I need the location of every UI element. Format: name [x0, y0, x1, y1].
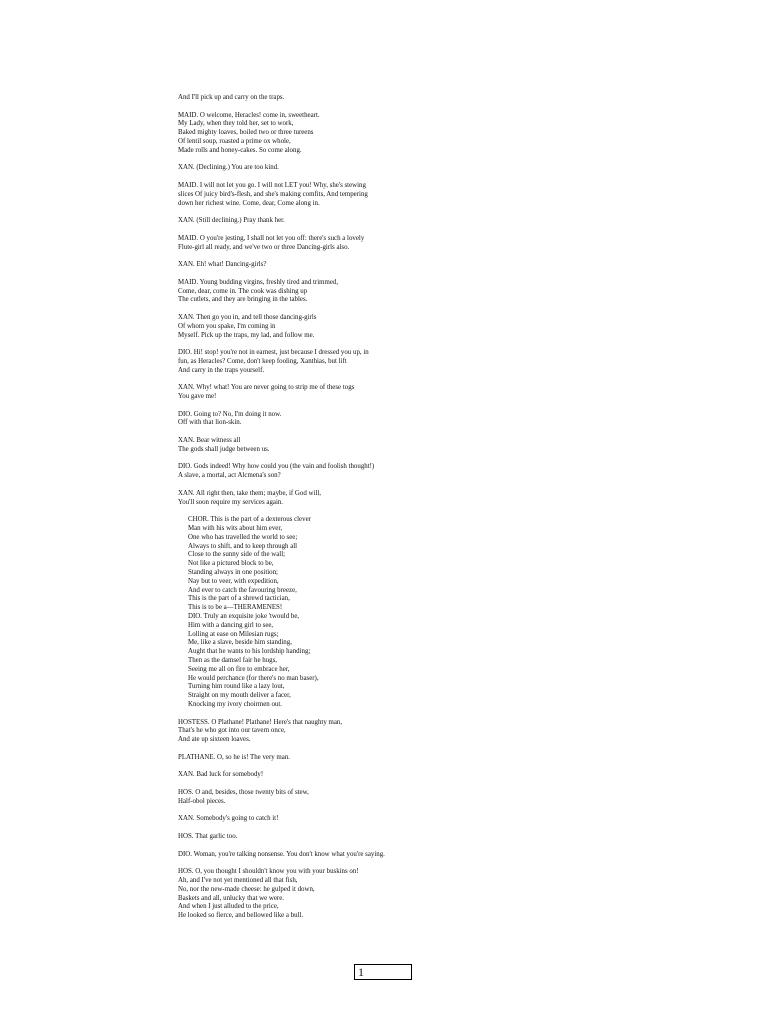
text-line: Not like a pictured block to be,: [188, 560, 274, 568]
text-line: You gave me!: [178, 393, 217, 401]
page-number-box: [354, 964, 412, 980]
text-line: Me, like a slave, beside him standing,: [188, 639, 292, 647]
text-line: Half-obol pieces.: [178, 797, 226, 805]
text-line: And ever to catch the favouring breeze,: [188, 586, 297, 594]
dialogue-paragraph: [178, 261, 418, 270]
dialogue-paragraph: [178, 771, 418, 780]
text-line: Come, dear, come in. The cook was dishing up: [178, 287, 308, 295]
text-line: Turning him round like a lazy lout,: [188, 683, 285, 691]
text-line: Made rolls and honey-cakes. So come along.: [178, 146, 302, 154]
text-line: HOS. O, you thought I shouldn't know you with your buskins on!: [178, 868, 359, 876]
text-line: Aught that he wants to his lordship handing;: [188, 648, 311, 656]
text-line: He would perchance (for there's no man baser),: [188, 674, 319, 682]
text-line: No, nor the new-made cheese: he gulped it down,: [178, 885, 315, 893]
text-line: Baked mighty loaves, boiled two or three tureens: [178, 129, 314, 137]
dialogue-paragraph: [178, 833, 418, 842]
text-line: Myself. Pick up the traps, my lad, and follow me.: [178, 331, 315, 339]
text-line: DIO. Truly an exquisite joke 'twould be,: [188, 613, 300, 621]
text-line: He looked so fierce, and bellowed like a bull.: [178, 912, 304, 920]
dialogue-paragraph: [178, 868, 418, 921]
text-line: Straight on my mouth deliver a facer,: [188, 692, 291, 700]
dialogue-paragraph: [178, 235, 418, 253]
text-line: Lolling at ease on Milesian rugs;: [188, 630, 279, 638]
chorus-passage: [178, 516, 418, 710]
dialogue-paragraph: [178, 437, 418, 455]
dialogue-paragraph: [178, 815, 418, 824]
text-line: The gods shall judge between us.: [178, 445, 270, 453]
text-line: PLATHANE. O, so he is! The very man.: [178, 753, 291, 761]
dialogue-paragraph: [178, 279, 418, 305]
text-line: Ah, and I've not yet mentioned all that fish,: [178, 876, 298, 884]
text-line: Flute-girl all ready, and we've two or three Dancing-girls also.: [178, 243, 350, 251]
text-line: Him with a dancing girl to see,: [188, 621, 274, 629]
dialogue-paragraph: [178, 349, 418, 375]
text-line: Close to the sunny side of the wall;: [188, 551, 286, 559]
text-line: XAN. Bear witness all: [178, 437, 241, 445]
dialogue-paragraph: [178, 112, 418, 156]
dialogue-paragraph: [178, 754, 418, 763]
text-line: CHOR. This is the part of a dexterous clever: [188, 516, 311, 524]
text-line: This is to be a—THERAMENES!: [188, 604, 283, 612]
text-line: Knocking my ivory choirmen out.: [188, 700, 282, 708]
dialogue-paragraph: [178, 384, 418, 402]
text-line: MAID. O you're jesting, I shall not let you off: there's such a lovely: [178, 234, 365, 242]
text-line: Baskets and all, unlucky that we were.: [178, 894, 285, 902]
dialogue-paragraph: [178, 182, 418, 208]
text-line: HOS. That garlic too.: [178, 832, 238, 840]
text-line: XAN. Eh! what! Dancing-girls?: [178, 261, 267, 269]
text-line: XAN. All right then, take them; maybe, if God will,: [178, 489, 321, 497]
text-line: XAN. Bad luck for somebody!: [178, 771, 264, 779]
text-line: slices Of juicy bird's-flesh, and she's making comfits, And tempering: [178, 190, 368, 198]
text-line: Of whom you spake, I'm coming in: [178, 322, 276, 330]
text-line: That's he who got into our tavern once,: [178, 727, 286, 735]
text-line: This is the part of a shrewd tactician,: [188, 595, 290, 603]
text-line: DIO. Gods indeed! Why how could you (the vain and foolish thought!): [178, 463, 375, 471]
text-line: MAID. O welcome, Heracles! come in, sweetheart.: [178, 111, 320, 119]
text-line: You'll soon require my services again.: [178, 498, 284, 506]
text-line: The cutlets, and they are bringing in the tables.: [178, 296, 308, 304]
text-line: DIO. Woman, you're talking nonsense. You don't know what you're saying.: [178, 850, 385, 858]
dialogue-paragraph: [178, 164, 418, 173]
dialogue-paragraph: [178, 789, 418, 807]
text-line: Man with his wits about him ever,: [188, 525, 283, 533]
text-line: Off with that lion-skin.: [178, 419, 242, 427]
text-line: XAN. Then go you in, and tell those dancing-girls: [178, 313, 317, 321]
dialogue-paragraph: [178, 94, 418, 103]
text-line: One who has travelled the world to see;: [188, 533, 298, 541]
text-line: Always to shift, and to keep through all: [188, 542, 298, 550]
text-line: MAID. I will not let you go. I will not LET you! Why, she's stewing: [178, 181, 366, 189]
dialogue-paragraph: [178, 490, 418, 508]
text-line: MAID. Young budding virgins, freshly tired and trimmed,: [178, 278, 339, 286]
text-line: And when I just alluded to the price,: [178, 903, 279, 911]
dialogue-paragraph: [178, 217, 418, 226]
dialogue-paragraph: [178, 314, 418, 340]
text-line: Standing always in one position;: [188, 569, 278, 577]
text-line: fun, as Heracles? Come, don't keep fooling, Xanthias, but lift: [178, 357, 347, 365]
dialogue-paragraph: [178, 851, 418, 860]
text-line: Seeing me all on fire to embrace her,: [188, 665, 290, 673]
text-line: And I'll pick up and carry on the traps.: [178, 94, 285, 101]
text-line: XAN. (Still declining.) Pray thank her.: [178, 217, 285, 225]
dialogue-paragraph: [178, 463, 418, 481]
text-line: HOSTESS. O Plathane! Plathane! Here's that naughty man,: [178, 718, 343, 726]
text-line: A slave, a mortal, act Alcmena's son?: [178, 472, 281, 480]
page-number: 1: [358, 965, 364, 979]
text-line: DIO. Hi! stop! you're not in earnest, just because I dressed you up, in: [178, 349, 369, 357]
document-body: [178, 94, 418, 921]
text-line: down her richest wine. Come, dear, Come along in.: [178, 199, 320, 207]
text-line: DIO. Going to? No, I'm doing it now.: [178, 410, 282, 418]
text-line: HOS. O and, besides, those twenty bits of stew,: [178, 788, 309, 796]
text-line: XAN. Why! what! You are never going to strip me of these togs: [178, 384, 355, 392]
text-line: XAN. (Declining.) You are too kind.: [178, 164, 279, 172]
text-line: XAN. Somebody's going to catch it!: [178, 815, 279, 823]
text-line: My Lady, when they told her, set to work,: [178, 120, 294, 128]
text-line: Then as the damsel fair he hugs,: [188, 657, 277, 664]
text-line: Nay but to veer, with expedition,: [188, 577, 279, 585]
dialogue-paragraph: [178, 719, 418, 745]
dialogue-paragraph: [178, 411, 418, 429]
text-line: And ate up sixteen loaves.: [178, 736, 251, 744]
text-line: And carry in the traps yourself.: [178, 366, 265, 374]
text-line: Of lentil soup, roasted a prime ox whole,: [178, 137, 291, 145]
